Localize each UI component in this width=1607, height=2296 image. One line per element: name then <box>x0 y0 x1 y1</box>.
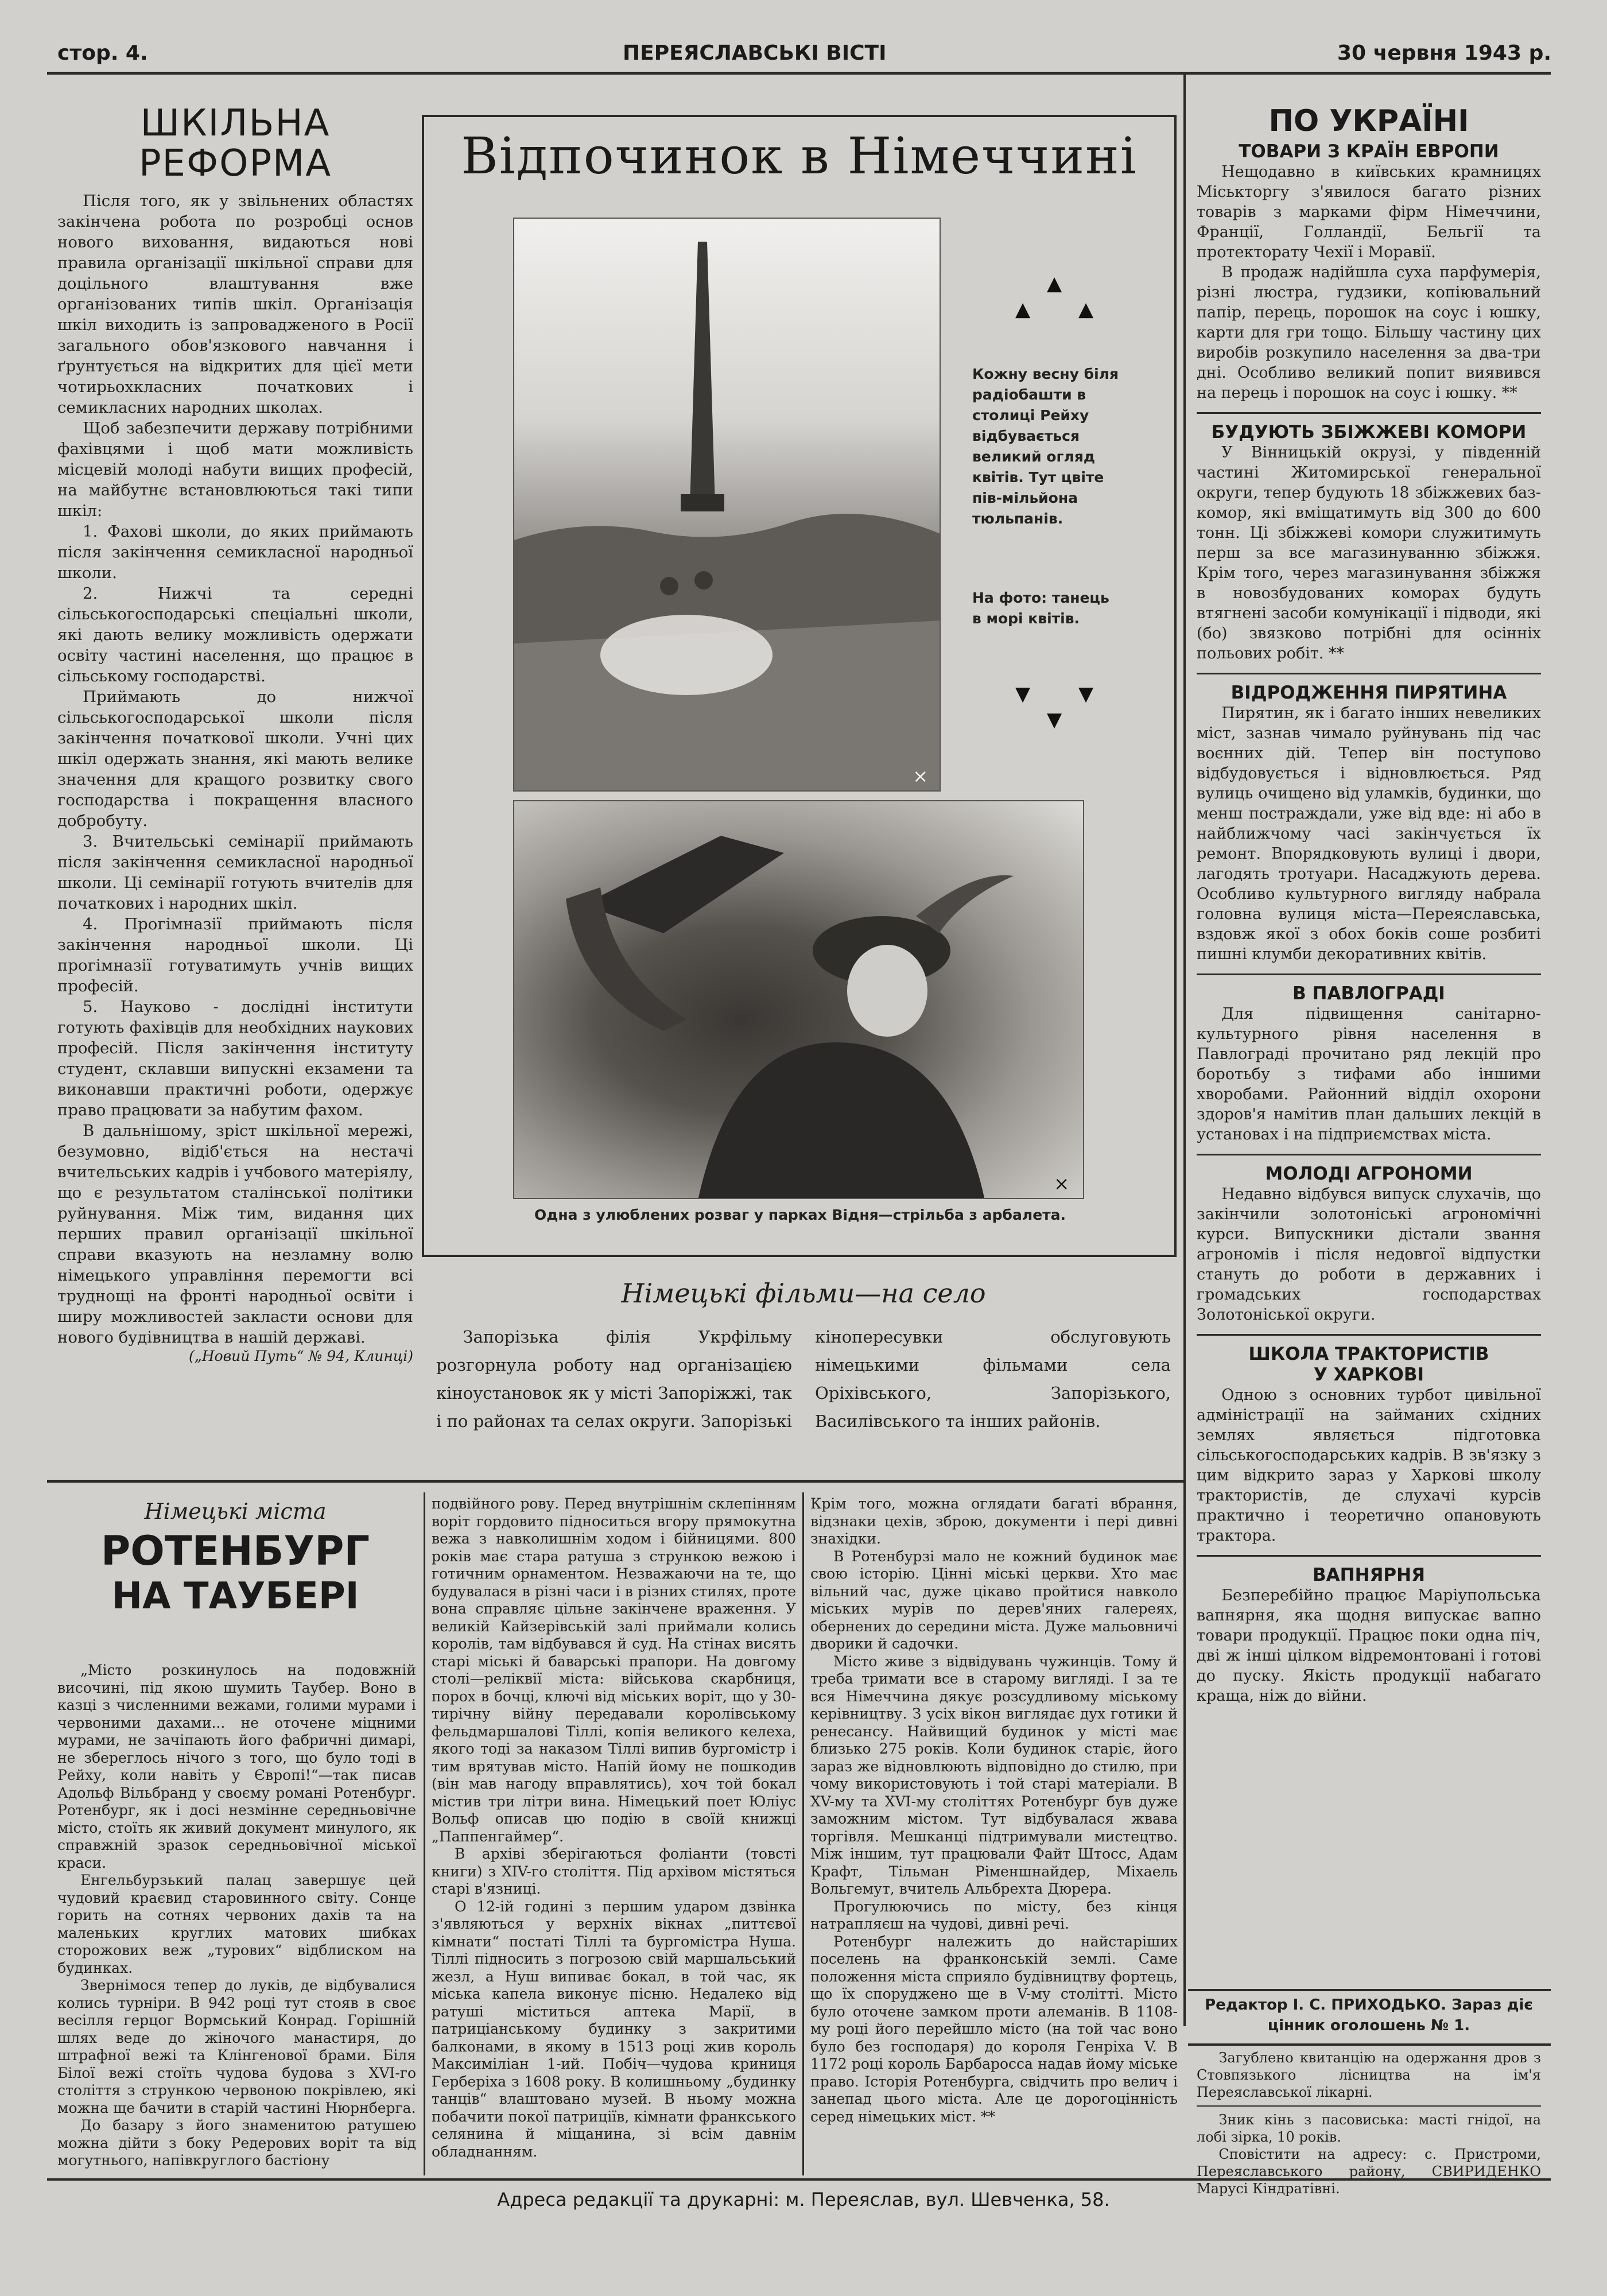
ukraine-p: Нещодавно в київських крамницях Міськторгу з'явилося багато різних товарів з марками фірм Німеччини, Франції, Голландії, Бельгії та протекторату Чехії і Моравії. <box>1197 163 1541 261</box>
photo1-note: На фото: танець в морі квітів. <box>972 589 1109 627</box>
dancer-head <box>694 571 713 589</box>
rothenburg-p: подвійного рову. Перед внутрішнім склепінням воріт гордовито підноситься вгору прямокутна вежа з навколишнім ходом і бійницями. 800 років має стара ратуша з стрункою вежою і готичним орнаментом. Незважаючи на те, що будувалася в різні часи і в різних стилях, проте вона справляє цільне закінчене враження. У великій Кайзерівській залі приймали колись королів, там відбувався й суд. На стінах висять старі міські й баварські прапори. На довгому столі—реліквії міста: військова скарбниця, порох в бочці, ключі від міських воріт, що у 30-тирічну війну передавали королівському фельдмаршалові Тіллі, копія великого келеха, якого тоді за наказом Тіллі випив бургомістр і тим врятував місто. Напій йому не пошкодив (він мав нагоду вправлятись), хоч той бокал містив три літри вина. Німецький поет Юліус Вольф описав цю подію в своїй книжці „Паппенгаймер“. <box>432 1495 796 1845</box>
newspaper-title: ПЕРЕЯСЛАВСЬКІ ВІСТІ <box>623 41 887 65</box>
section-divider <box>1197 1154 1541 1155</box>
right-column-rule <box>1183 75 1186 2026</box>
rothenburg-p: До базару з його знаменитою ратушею можна дійти з боку Редерових воріт та від могутнього, напівкруглого бастіону <box>57 2117 416 2169</box>
body-shape <box>698 1042 985 1199</box>
section-divider <box>1197 1334 1541 1336</box>
ukraine-p: Безперебійно працює Маріупольська вапнярня, яка щодня випускає вапно товари продукції. Працює поки одна піч, дві ж інші цілком відремонтовані і готові до пуску. Якість продукції набагато краща, ніж до війни. <box>1197 1587 1541 1705</box>
crossbow-shape <box>583 836 784 933</box>
rothenburg-kicker: Німецькі міста <box>144 1499 327 1524</box>
tower-base <box>681 494 724 511</box>
rothenburg-title-1: РОТЕНБУРГ <box>100 1527 370 1574</box>
triangle-up-icon: ▲ <box>1078 298 1094 321</box>
ukraine-section-heading: В ПАВЛОГРАДІ <box>1292 983 1445 1004</box>
rothenburg-p: В архіві зберігаються фоліанти (товсті книги) з XIV-го століття. Під архівом містяться старі в'язниці. <box>432 1845 796 1897</box>
films-body <box>436 1323 1171 1436</box>
rothenburg-p: Прогулюючись по місту, без кінця натрапляєш на чудові, дивні речі. <box>810 1898 1178 1932</box>
rothenburg-p: В Ротенбурзі мало не кожний будинок має свою історію. Цінні міські церкви. Хто має вільний час, дуже цікаво пройтися навколо міських мурів по дерев'яних галереях, обернених до середини міста. Дуже мальовничі дворики й садочки. <box>810 1548 1178 1652</box>
ukraine-section-body <box>1197 703 1541 964</box>
hat-feather <box>916 875 1014 933</box>
middle-rule <box>47 1480 1183 1483</box>
ukraine-section-heading: ВАПНЯРНЯ <box>1313 1565 1425 1585</box>
films-title: Німецькі фільми—на село <box>621 1278 986 1309</box>
ukraine-section-heading: ВІДРОДЖЕННЯ ПИРЯТИНА <box>1231 682 1507 703</box>
school-reform-p: Після того, як у звільнених областях закінчена робота по розробці основ нового виховання, видаються нові правила організації шкільної справи для доцільного влаштування вже організованих типів шкіл. Організація шкіл виходить із запровадженого в Росії загального обов'язкового навчання і ґрунтується на відкритих для цієї мети чотирьохкласних початкових і семикласних народних школах. <box>57 192 413 417</box>
tower-shape <box>690 242 715 506</box>
triangle-down-icon: ▼ <box>1015 682 1031 705</box>
ad-item: Загублено квитанцію на одержання дров з Стовпязького лісництва на ім'я Переяславської лікарні. <box>1197 2050 1541 2100</box>
rothenburg-p: Крім того, можна оглядати багаті вбрання, відзнаки цехів, зброю, документи і пері дивні знахідки. <box>810 1495 1178 1547</box>
rothenburg-header <box>57 1498 413 1619</box>
ukraine-section-heading: БУДУЮТЬ ЗБІЖЖЕВІ КОМОРИ <box>1211 422 1527 443</box>
rest-germany-title: Відпочинок в Німеччині <box>461 126 1138 185</box>
ukraine-section-body <box>1197 1004 1541 1145</box>
school-reform-p: 4. Прогімназії приймають після закінчення народньої школи. Ці прогімназії готуватимуть учнів вищих професій. <box>57 915 413 995</box>
school-reform-p: Приймають до нижчої сільськогосподарської школи після закінчення початкової школи. Учні цих шкіл одержать знання, які мають велике значення для кращого розвитку свого господарства і покращення власного добробуту. <box>57 688 413 830</box>
ad-divider <box>1197 2105 1541 2107</box>
ukraine-title: ПО УКРАЇНІ <box>1268 104 1469 138</box>
ads-rule <box>1188 2043 1551 2046</box>
ukraine-column <box>1197 103 1541 1706</box>
section-divider <box>1197 974 1541 975</box>
rothenburg-p: Місто живе з відвідувань чужинців. Тому й треба тримати все в старому вигляді. І за те вся Німеччина дякує розсудливому міському керівництву. З усіх вікон виглядає дух готики й ренесансу. Найвищий будинок у місті має близько 275 років. Коли будинок старіє, його зараз же відновлюють відповідно до стилю, при чому використовують і той старі матеріали. В XV-му та XVI-му століттях Ротенбург був дуже заможним містом. Тут відбувалася жвава торгівля. Мешканці підтримували мистецтво. Між іншим, тут працювали Файт Штосс, Адам Крафт, Тільман Ріменшнайдер, Міхаель Вольгемут, вчитель Альбрехта Дюрера. <box>810 1653 1178 1897</box>
rothenburg-col-3 <box>810 1495 1178 2126</box>
issue-date: 30 червня 1943 р. <box>1337 41 1552 65</box>
dancer-head <box>660 577 678 595</box>
rothenburg-p: О 12-ій годині з першим ударом дзвінка з'являються у верхніх вікнах „питтєвої кімнати“ постаті Тіллі та бургомістра Нуша. Тіллі підносить з погрозою свій маршальський жезл, а Нуш випиває бокал, в той час, як міська капела виконує пісню. Недалеко від ратуші міститься аптека Марії, в патриціанському будинку з закритими балконами, в якому в 1513 році жив король Максиміліан 1-ий. Побіч—чудова криниця Герберіха з 1608 року. В колишньому „будинку танців“ влаштовано музей. В ньому можна побачити покої патриціїв, кімнати франкського селянина й міщанина, зі всім давнім обладнанням. <box>432 1898 796 2160</box>
radio-tower-illustration <box>514 219 941 792</box>
ukraine-section-heading: МОЛОДІ АГРОНОМИ <box>1265 1163 1473 1184</box>
crossbow-photo <box>513 800 1084 1199</box>
school-reform-source: („Новий Путь“ № 94, Клинці) <box>189 1348 413 1364</box>
school-reform-body <box>57 191 413 1348</box>
triangle-down-icon: ▼ <box>1047 708 1062 731</box>
editor-rule <box>1188 1989 1551 1991</box>
ukraine-p: Одною з основних турбот цивільної адміністрації на займаних східних землях являється підготовка сільськогосподарських кадрів. В зв'язку з цим відкрито зараз у Харкові школу трактористів, де слухачі курсів практично і теоретично опановують трактора. <box>1197 1386 1541 1545</box>
rothenburg-p: „Місто розкинулось на подовжній височині, під якою шумить Таубер. Воно в казці з численними вежами, голими мурами і червоними дахами... не оточене міцними мурами, не зачіпають його фабричні димарі, не збереглось нічого з того, що було тоді в Рейху, коли навіть у Європі!“—так писав Адольф Вільбранд у своєму романі Ротенбург. Ротенбург, як і досі незмінне середньовічне місто, стоїть як живий документ минулого, як справжній зразок середньовічної міської краси. <box>57 1662 416 1871</box>
school-reform-title-1: ШКІЛЬНА <box>140 102 331 145</box>
school-reform-p: В дальнішому, зріст шкільної мережі, безумовно, відіб'ється на нестачі вчительських кадрів і учбового матеріялу, що є результатом сталінської політики руйнування. Між тим, видання цих перших правил організації шкільної справи вказують на незламну волю німецького управління перемогти всі труднощі на фронті народньої освіти і ширу можливостей закласти основи для нового будівництва в нашій державі. <box>57 1122 413 1347</box>
header-rule <box>47 72 1551 75</box>
page-number: стор. 4. <box>57 41 148 65</box>
school-reform-title-2: РЕФОРМА <box>138 142 332 185</box>
photo1-mark: × <box>913 765 928 787</box>
triangle-up-icon: ▲ <box>1015 298 1031 321</box>
rothenburg-p: Звернімося тепер до луків, де відбувалися колись турніри. В 942 році тут стояв в своє весілля герцог Вормський Конрад. Горішній шлях веде до жіночого манастиря, до штрафної вежі та Клінгенової брами. Біля Білої вежі стоїть чудова будова з XVI-го століття з стрункою червоною покрівлею, які можна ще бачити в старій частині Нюрнберга. <box>57 1977 416 2116</box>
ukraine-p: Пирятин, як і багато інших невеликих міст, зазнав чимало руйнувань під час воєнних дій. Тепер він поступово відбудовується і відновлюється. Ряд вулиць очищено від уламків, будинки, що менш постраждали, уже від вде: ні або в найближчому часі закінчується їх ремонт. Впорядковують вулиці і двори, лагодять тротуари. Насаджують дерева. Особливо культурного вигляду набрала головна вулиця міста—Переяславська, вздовж якої з обох боків соше розбиті пишні клумби декоративних квітів. <box>1197 704 1541 963</box>
rothenburg-col-rule-2 <box>802 1492 804 2175</box>
rothenburg-col-2 <box>432 1495 796 2161</box>
school-reform-p: 3. Вчительські семінарії приймають після закінчення семикласної народньої школи. Ці семінарії готують вчителів для початкових і народних шкіл. <box>57 832 413 913</box>
rothenburg-col-rule-1 <box>424 1492 425 2175</box>
crossbow-illustration <box>514 801 1084 1199</box>
ukraine-section-heading: ШКОЛА ТРАКТОРИСТІВ У ХАРКОВІ <box>1248 1344 1489 1385</box>
films-p: Запорізька філія Укрфільму розгорнула роботу над організацією кіноустановок як у місті Запоріжжі, так і по районах та селах округи. Запорізькі кінопересувки обслуговують німецькими фільмами села Оріхівського, Запорізького, Василівського та інших районів. <box>436 1327 1171 1431</box>
ukraine-section-heading: ТОВАРИ З КРАЇН ЕВРОПИ <box>1239 141 1499 162</box>
ukraine-p: В продаж надійшла суха парфумерія, різні люстра, гудзики, копіювальний папір, перець, порошок на соус і юшку, карти для гри тощо. Більшу частину цих виробів розкупило населення за два-три дні. Особливо великий попит виявився на перець і порошок на соус і юшку. ** <box>1197 263 1541 402</box>
school-reform-article <box>57 103 413 1364</box>
triangle-down-icon: ▼ <box>1078 682 1094 705</box>
ad-item: Сповістити на адресу: с. Пристроми, Переяславського району, СВИРИДЕНКО Марусі Кіндратівні. <box>1197 2146 1541 2197</box>
school-reform-p: Щоб забезпечити державу потрібними фахівцями і щоб мати можливість місцевій молоді набути вищих професій, на майбутнє встановлюються такі типи шкіл: <box>57 419 413 520</box>
rothenburg-p: Енгельбурзький палац завершує цей чудовий краєвид старовинного світу. Сонце горить на сотнях червоних дахів та на маленьких круглих матових шибках сторожових веж „турових“ відблиском на будинках. <box>57 1872 416 1976</box>
ukraine-p: Для підвищення санітарно-культурного рівня населення в Павлограді прочитано ряд лекцій про боротьбу з тифами або іншими хворобами. Районний відділ охорони здоров'я намітив план дальших лекцій в установах і на підприємствах міста. <box>1197 1005 1541 1143</box>
photo2-mark: × <box>1054 1173 1069 1194</box>
editor-line: Редактор І. С. ПРИХОДЬКО. Зараз діє цінник оголошень № 1. <box>1205 1996 1533 2034</box>
section-divider <box>1197 412 1541 414</box>
ukraine-section-body <box>1197 443 1541 664</box>
face-shape <box>847 945 927 1037</box>
rothenburg-p: Ротенбург належить до найстаріших поселень на франконській землі. Саме положення міста сприяло будівництву фортець, що їх споруджено ще в V-му столітті. Місто було оточене замком проти алеманів. В 1108-му році його перейшло місто (на той час воно було без господаря) до короля Генріха V. В 1172 році король Барбаросса надав йому міське право. Історія Ротенбурга, свідчить про велич і занепад цього міста. Але це дорогоцінність серед німецьких міст. ** <box>810 1933 1178 2125</box>
ukraine-p: У Вінницькій окрузі, у південній частині Житомирської генеральної округи, тепер будують 18 збіжжевих баз-комор, які вміщатимуть від 300 до 600 тонн. Ці збіжжеві комори служитимуть перш за все магазинуванню збіжжя. Крім того, через магазинування збіжжя в новозбудованих коморах будуть втягнені засоби комунікації і підводи, які (бо) звязково потрібні для осінніх польових робіт. ** <box>1197 444 1541 662</box>
rothenburg-col-1 <box>57 1662 416 2170</box>
photo1-caption: Кожну весну біля радіобашти в столиці Рейху відбувається великий огляд квітів. Тут цвіте пів-мільйона тюльпанів. <box>972 366 1119 527</box>
ukraine-section-body <box>1197 1184 1541 1325</box>
triangle-up-icon: ▲ <box>1047 272 1062 295</box>
ads-block <box>1197 2049 1541 2197</box>
ad-item: Зник кінь з пасовиська: масті гнідої, на лобі зірка, 10 років. <box>1197 2112 1541 2145</box>
section-divider <box>1197 673 1541 674</box>
footer-address: Адреса редакції та друкарні: м. Переяслав, вул. Шевченка, 58. <box>497 2189 1110 2210</box>
dancers-skirts <box>600 615 773 695</box>
section-divider <box>1197 1555 1541 1557</box>
ukraine-section-body <box>1197 1585 1541 1706</box>
radio-tower-photo <box>513 218 941 792</box>
ukraine-p: Недавно відбувся випуск слухачів, що закінчили золотоніські агрономічні курси. Випускники дістали звання агрономів і після недовгої відпустки стануть до роботи в державних і громадських господарствах Золотоніської округи. <box>1197 1185 1541 1324</box>
ukraine-section-body <box>1197 1385 1541 1546</box>
rest-germany-frame <box>422 115 1177 1257</box>
ukraine-section-body <box>1197 162 1541 403</box>
school-reform-p: 5. Науково - дослідні інститути готують фахівців для необхідних наукових професій. Після закінчення інституту студент, склавши випускні екзамени та виконавши практичні роботи, одержує право працювати за набутим фахом. <box>57 998 413 1119</box>
school-reform-p: 1. Фахові школи, до яких приймають після закінчення семикласної народньої школи. <box>57 522 413 582</box>
rothenburg-title-2: НА ТАУБЕРІ <box>111 1575 359 1618</box>
photo2-caption: Одна з улюблених розваг у парках Відня—стрільба з арбалета. <box>534 1207 1066 1223</box>
school-reform-p: 2. Нижчі та середні сільськогосподарські спеціальні школи, які дають велику можливість одержати освіту частині населення, що працює в сільському господарстві. <box>57 584 413 685</box>
